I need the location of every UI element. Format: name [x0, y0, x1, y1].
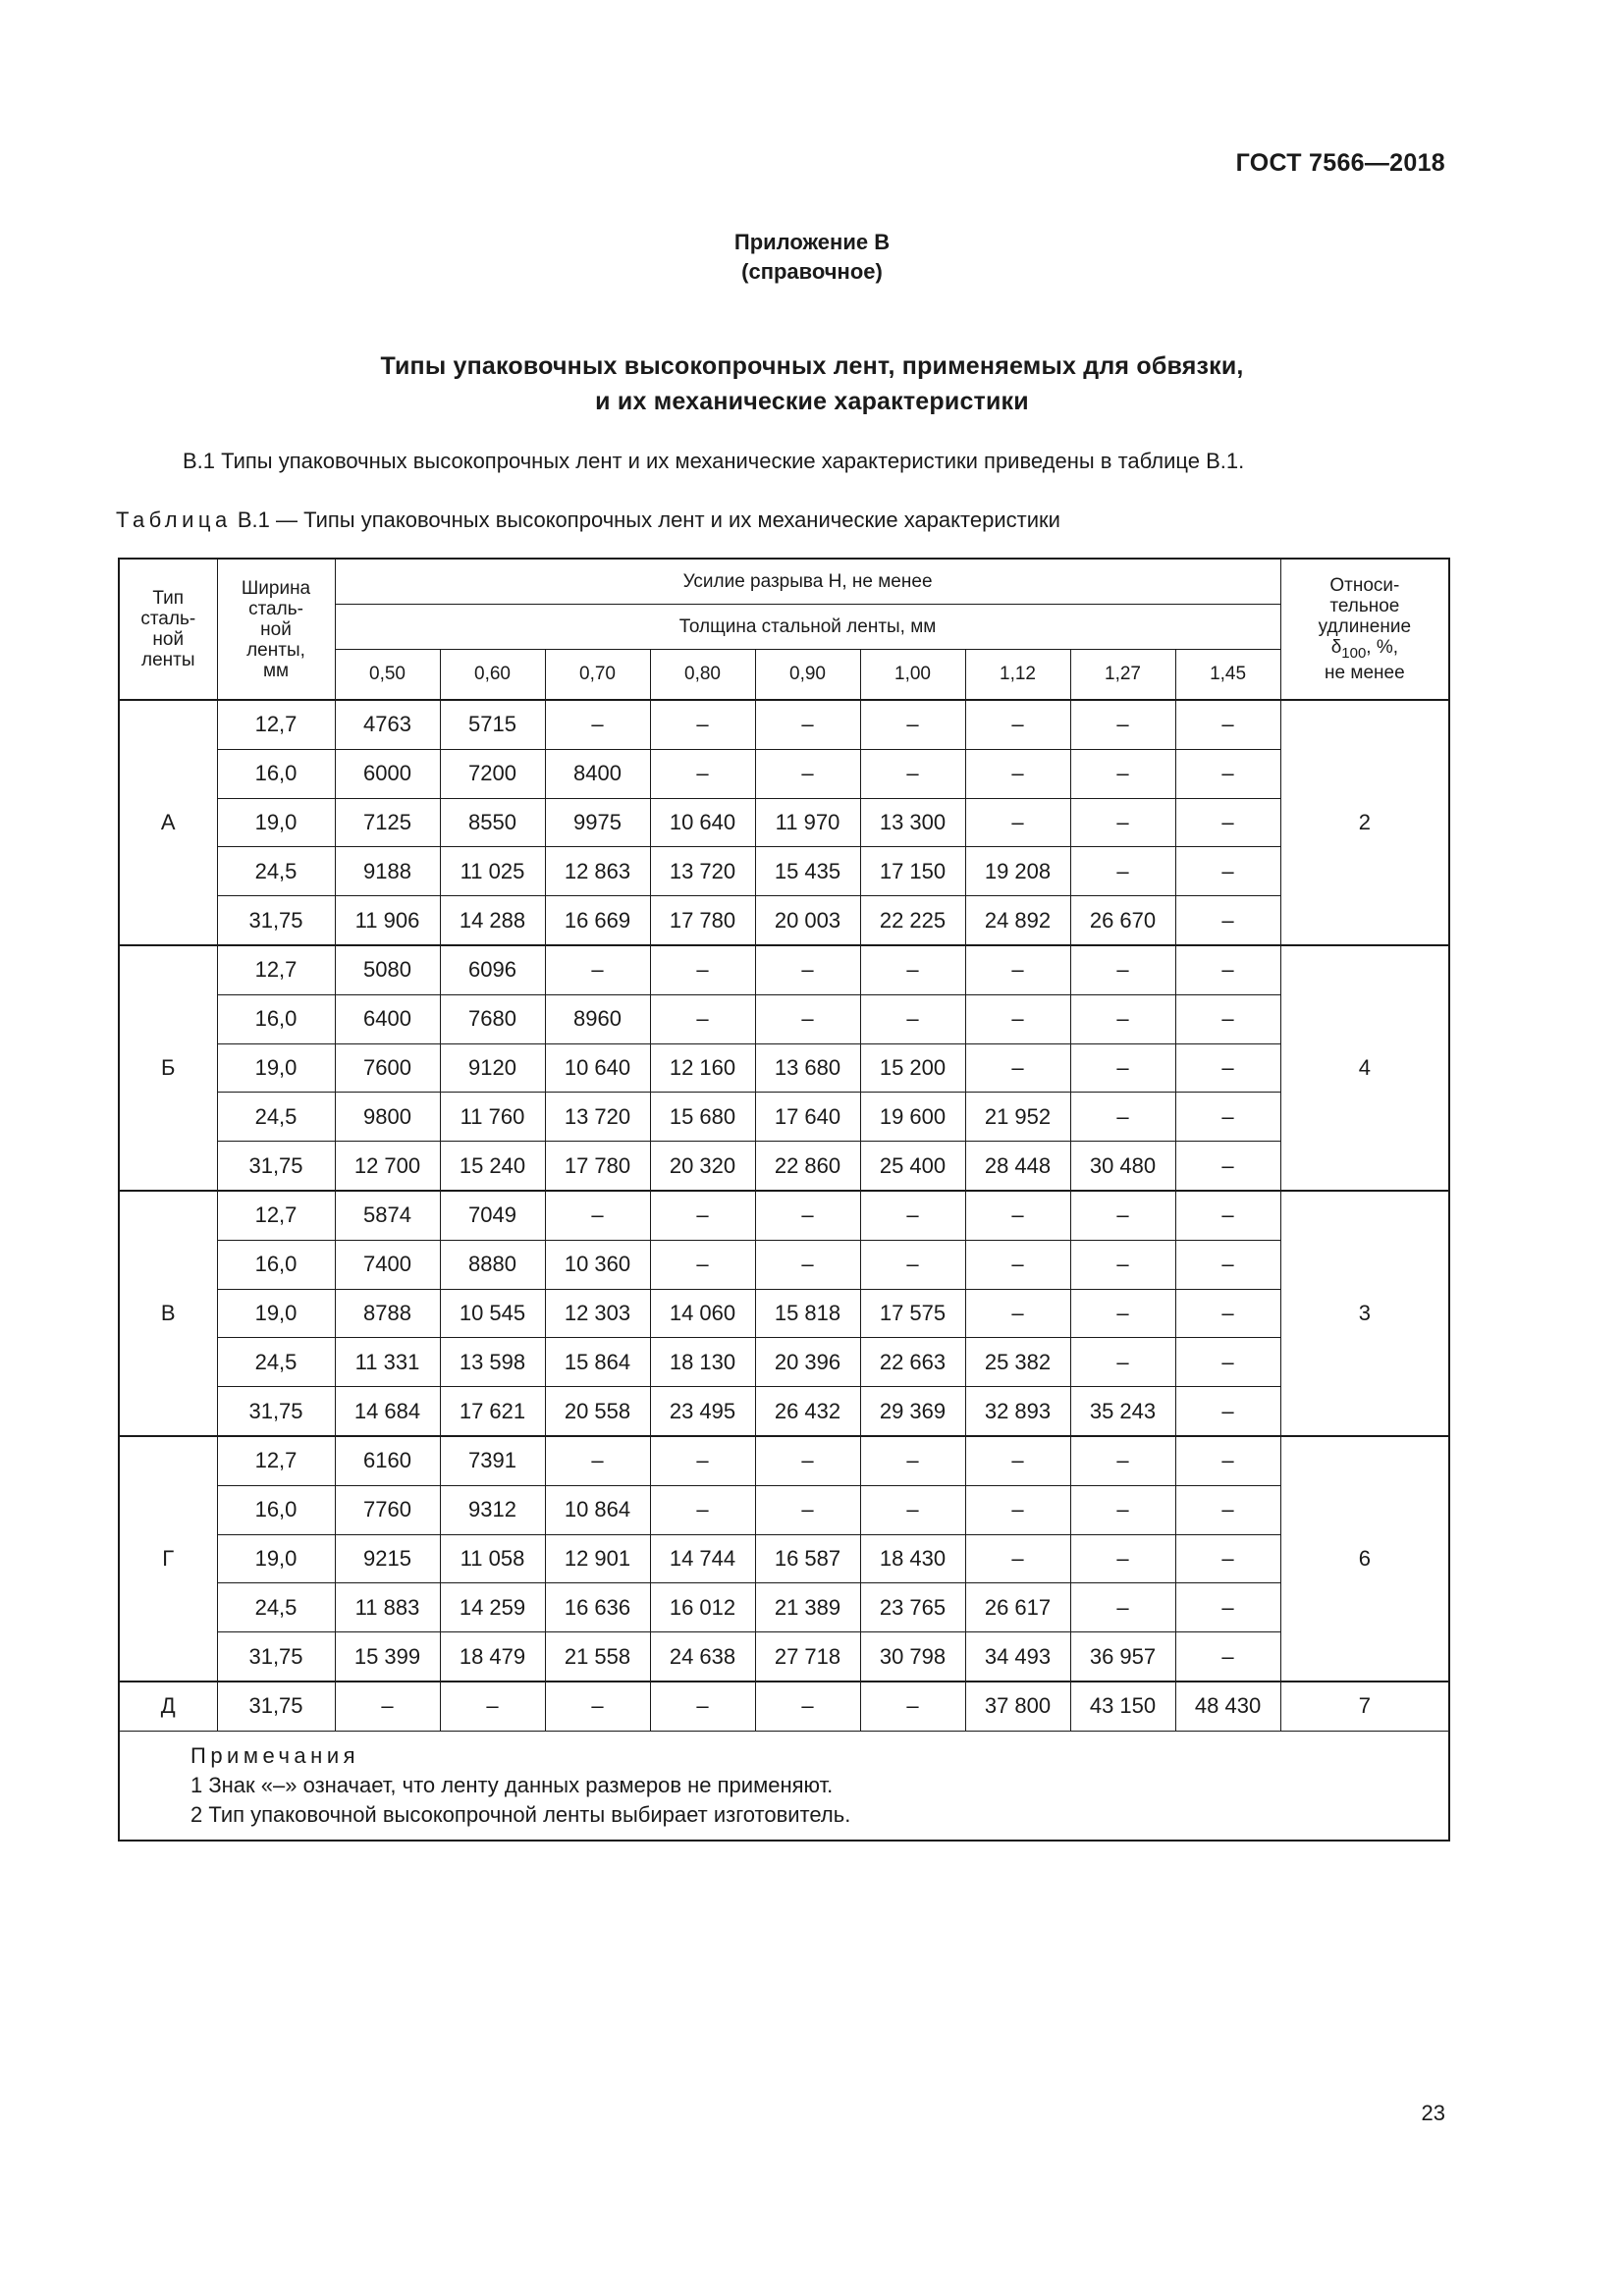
breaking-force-cell: 25 382 [965, 1338, 1070, 1387]
breaking-force-cell: 24 638 [650, 1632, 755, 1682]
col-header-elongation: Относи- тельное удлинение $\delta_{100}$, %, не менее [1280, 559, 1449, 700]
breaking-force-cell: – [335, 1682, 440, 1731]
breaking-force-cell: 8400 [545, 749, 650, 798]
breaking-force-cell: 21 558 [545, 1632, 650, 1682]
breaking-force-cell: 17 150 [860, 847, 965, 896]
breaking-force-cell: 20 003 [755, 896, 860, 945]
breaking-force-cell: 20 320 [650, 1142, 755, 1191]
breaking-force-cell: – [755, 1191, 860, 1240]
breaking-force-cell: – [755, 1436, 860, 1485]
table-row [119, 1387, 1449, 1436]
breaking-force-cell: – [1175, 1093, 1280, 1142]
note-item: 1 Знак «–» означает, что ленту данных размеров не применяют. [190, 1772, 834, 1797]
breaking-force-cell: – [1175, 847, 1280, 896]
breaking-force-cell: – [965, 1485, 1070, 1534]
breaking-force-cell: 7400 [335, 1240, 440, 1289]
table-row [119, 700, 1449, 749]
breaking-force-cell: 30 798 [860, 1632, 965, 1682]
strap-width-cell: 24,5 [217, 847, 335, 896]
breaking-force-cell: 9120 [440, 1043, 545, 1093]
breaking-force-cell: 16 669 [545, 896, 650, 945]
breaking-force-cell: – [1070, 1043, 1175, 1093]
table-row [119, 1191, 1449, 1240]
breaking-force-cell: – [1070, 847, 1175, 896]
breaking-force-cell: 7200 [440, 749, 545, 798]
strap-type-cell: Д [119, 1682, 217, 1731]
annex-status: (справочное) [741, 259, 883, 284]
breaking-force-cell: 10 640 [545, 1043, 650, 1093]
breaking-force-cell: 14 060 [650, 1289, 755, 1338]
breaking-force-cell: 19 208 [965, 847, 1070, 896]
intro-paragraph: В.1 Типы упаковочных высокопрочных лент и их механические характеристики приведены в таблице В.1. [183, 449, 1245, 473]
col-header-type: Тип сталь- ной ленты [119, 559, 217, 700]
breaking-force-cell: – [1070, 1583, 1175, 1632]
breaking-force-cell: – [860, 749, 965, 798]
breaking-force-cell: 5080 [335, 945, 440, 994]
strap-width-cell: 19,0 [217, 798, 335, 847]
breaking-force-cell: 24 892 [965, 896, 1070, 945]
breaking-force-cell: 5715 [440, 700, 545, 749]
table-row [119, 1043, 1449, 1093]
breaking-force-cell: 10 360 [545, 1240, 650, 1289]
elongation-cell: 3 [1280, 1191, 1449, 1436]
breaking-force-cell: 9975 [545, 798, 650, 847]
breaking-force-cell: 15 864 [545, 1338, 650, 1387]
elongation-cell: 7 [1280, 1682, 1449, 1731]
breaking-force-cell: 9215 [335, 1534, 440, 1583]
table-row [119, 1534, 1449, 1583]
breaking-force-cell: 6000 [335, 749, 440, 798]
breaking-force-cell: – [545, 700, 650, 749]
breaking-force-cell: – [1175, 1583, 1280, 1632]
table-row [119, 1485, 1449, 1534]
breaking-force-cell: – [1175, 1632, 1280, 1682]
breaking-force-cell: – [755, 994, 860, 1043]
breaking-force-cell: 29 369 [860, 1387, 965, 1436]
breaking-force-cell: 16 587 [755, 1534, 860, 1583]
breaking-force-cell: 13 720 [545, 1093, 650, 1142]
breaking-force-cell: 9188 [335, 847, 440, 896]
breaking-force-cell: – [755, 1485, 860, 1534]
breaking-force-cell: 21 952 [965, 1093, 1070, 1142]
breaking-force-cell: – [1070, 798, 1175, 847]
strap-width-cell: 31,75 [217, 1142, 335, 1191]
breaking-force-cell: – [1175, 896, 1280, 945]
breaking-force-cell: – [860, 1436, 965, 1485]
strap-width-cell: 31,75 [217, 1632, 335, 1682]
breaking-force-cell: – [1175, 1338, 1280, 1387]
table-body [119, 700, 1449, 1731]
breaking-force-cell: – [1070, 945, 1175, 994]
breaking-force-cell: – [650, 945, 755, 994]
thickness-header-cell: 0,60 [440, 649, 545, 700]
breaking-force-cell: 12 160 [650, 1043, 755, 1093]
breaking-force-cell: 23 495 [650, 1387, 755, 1436]
breaking-force-cell: 11 058 [440, 1534, 545, 1583]
table-row [119, 1632, 1449, 1682]
breaking-force-cell: 17 575 [860, 1289, 965, 1338]
breaking-force-cell: 48 430 [1175, 1682, 1280, 1731]
breaking-force-cell: – [650, 700, 755, 749]
breaking-force-cell: 15 435 [755, 847, 860, 896]
annex-title [0, 228, 1624, 287]
breaking-force-cell: – [545, 1682, 650, 1731]
breaking-force-cell: – [1070, 1240, 1175, 1289]
breaking-force-cell: – [650, 1191, 755, 1240]
thickness-header-cell: 1,45 [1175, 649, 1280, 700]
breaking-force-cell: 36 957 [1070, 1632, 1175, 1682]
strap-width-cell: 24,5 [217, 1583, 335, 1632]
strap-type-cell: Г [119, 1436, 217, 1682]
breaking-force-cell: 27 718 [755, 1632, 860, 1682]
breaking-force-cell: 9312 [440, 1485, 545, 1534]
table-row [119, 1142, 1449, 1191]
strap-width-cell: 19,0 [217, 1043, 335, 1093]
breaking-force-cell: 14 684 [335, 1387, 440, 1436]
strap-type-cell: Б [119, 945, 217, 1191]
heading-line-2: и их механические характеристики [595, 388, 1029, 415]
table-row [119, 798, 1449, 847]
breaking-force-cell: – [440, 1682, 545, 1731]
breaking-force-cell: – [965, 994, 1070, 1043]
breaking-force-cell: – [860, 1240, 965, 1289]
strap-width-cell: 19,0 [217, 1534, 335, 1583]
breaking-force-cell: 17 640 [755, 1093, 860, 1142]
breaking-force-cell: – [965, 945, 1070, 994]
breaking-force-cell: 18 130 [650, 1338, 755, 1387]
breaking-force-cell: – [755, 700, 860, 749]
breaking-force-cell: – [1175, 749, 1280, 798]
breaking-force-cell: – [1175, 1191, 1280, 1240]
breaking-force-cell: – [755, 1240, 860, 1289]
breaking-force-cell: 14 744 [650, 1534, 755, 1583]
breaking-force-cell: – [1070, 700, 1175, 749]
breaking-force-cell: 7600 [335, 1043, 440, 1093]
breaking-force-cell: 15 818 [755, 1289, 860, 1338]
breaking-force-cell: – [545, 1191, 650, 1240]
breaking-force-cell: 15 399 [335, 1632, 440, 1682]
table-caption [116, 507, 1060, 533]
breaking-force-cell: – [860, 1682, 965, 1731]
breaking-force-cell: – [965, 749, 1070, 798]
breaking-force-cell: 13 598 [440, 1338, 545, 1387]
note-item: 2 Тип упаковочной высокопрочной ленты выбирает изготовитель. [190, 1801, 851, 1827]
strap-width-cell: 24,5 [217, 1338, 335, 1387]
breaking-force-cell: – [860, 945, 965, 994]
strap-width-cell: 31,75 [217, 896, 335, 945]
breaking-force-cell: – [755, 1682, 860, 1731]
breaking-force-cell: – [650, 1485, 755, 1534]
breaking-force-cell: 18 430 [860, 1534, 965, 1583]
breaking-force-cell: 37 800 [965, 1682, 1070, 1731]
table-row [119, 1338, 1449, 1387]
strap-width-cell: 19,0 [217, 1289, 335, 1338]
breaking-force-cell: – [545, 1436, 650, 1485]
table-row [119, 945, 1449, 994]
breaking-force-cell: 14 259 [440, 1583, 545, 1632]
breaking-force-cell: 11 760 [440, 1093, 545, 1142]
table-notes [119, 1731, 1449, 1841]
breaking-force-cell: 15 240 [440, 1142, 545, 1191]
breaking-force-cell: – [965, 700, 1070, 749]
breaking-force-cell: – [860, 700, 965, 749]
breaking-force-cell: – [1175, 1534, 1280, 1583]
breaking-force-cell: 23 765 [860, 1583, 965, 1632]
breaking-force-cell: 15 680 [650, 1093, 755, 1142]
breaking-force-cell: 11 331 [335, 1338, 440, 1387]
breaking-force-cell: 22 663 [860, 1338, 965, 1387]
breaking-force-cell: 11 883 [335, 1583, 440, 1632]
breaking-force-cell: 18 479 [440, 1632, 545, 1682]
breaking-force-cell: 6160 [335, 1436, 440, 1485]
breaking-force-cell: – [860, 1485, 965, 1534]
strap-width-cell: 16,0 [217, 749, 335, 798]
breaking-force-cell: 7391 [440, 1436, 545, 1485]
breaking-force-cell: – [1175, 1142, 1280, 1191]
breaking-force-cell: 10 640 [650, 798, 755, 847]
breaking-force-cell: – [965, 1191, 1070, 1240]
breaking-force-cell: – [1175, 1485, 1280, 1534]
strap-width-cell: 24,5 [217, 1093, 335, 1142]
breaking-force-cell: – [1070, 1191, 1175, 1240]
breaking-force-cell: 8788 [335, 1289, 440, 1338]
breaking-force-cell: 6400 [335, 994, 440, 1043]
elongation-cell: 6 [1280, 1436, 1449, 1682]
page-number: 23 [1421, 2101, 1445, 2125]
notes-title: Примечания [190, 1742, 360, 1768]
table-row [119, 1682, 1449, 1731]
breaking-force-cell: 12 303 [545, 1289, 650, 1338]
breaking-force-cell: 10 545 [440, 1289, 545, 1338]
breaking-force-cell: – [965, 798, 1070, 847]
breaking-force-cell: – [650, 994, 755, 1043]
thickness-header-cell: 0,80 [650, 649, 755, 700]
table-header [119, 559, 1449, 700]
breaking-force-cell: – [1175, 1289, 1280, 1338]
table-row [119, 1240, 1449, 1289]
breaking-force-cell: – [1175, 1240, 1280, 1289]
breaking-force-cell: 32 893 [965, 1387, 1070, 1436]
breaking-force-cell: 16 012 [650, 1583, 755, 1632]
breaking-force-cell: – [1070, 1485, 1175, 1534]
breaking-force-cell: 22 225 [860, 896, 965, 945]
breaking-force-cell: – [650, 1240, 755, 1289]
breaking-force-cell: 28 448 [965, 1142, 1070, 1191]
breaking-force-cell: 34 493 [965, 1632, 1070, 1682]
breaking-force-cell: – [1070, 1093, 1175, 1142]
strap-type-cell: А [119, 700, 217, 945]
breaking-force-cell: – [1070, 1338, 1175, 1387]
breaking-force-cell: 22 860 [755, 1142, 860, 1191]
breaking-force-cell: 17 780 [545, 1142, 650, 1191]
notes-cell [119, 1731, 1449, 1841]
thickness-header-cell: 1,00 [860, 649, 965, 700]
breaking-force-cell: 8880 [440, 1240, 545, 1289]
breaking-force-cell: 9800 [335, 1093, 440, 1142]
breaking-force-cell: 12 863 [545, 847, 650, 896]
breaking-force-cell: – [545, 945, 650, 994]
table-row [119, 1093, 1449, 1142]
breaking-force-cell: – [1175, 1043, 1280, 1093]
breaking-force-cell: – [755, 945, 860, 994]
breaking-force-cell: 16 636 [545, 1583, 650, 1632]
breaking-force-cell: 26 432 [755, 1387, 860, 1436]
strap-width-cell: 16,0 [217, 1240, 335, 1289]
table-row [119, 1289, 1449, 1338]
table-row [119, 749, 1449, 798]
breaking-force-cell: – [965, 1043, 1070, 1093]
breaking-force-cell: – [965, 1289, 1070, 1338]
breaking-force-cell: 11 970 [755, 798, 860, 847]
strap-type-cell: В [119, 1191, 217, 1436]
breaking-force-cell: 12 901 [545, 1534, 650, 1583]
table-row [119, 847, 1449, 896]
table-caption-text: В.1 — Типы упаковочных высокопрочных лент и их механические характеристики [231, 507, 1060, 532]
breaking-force-cell: – [860, 1191, 965, 1240]
breaking-force-cell: 17 621 [440, 1387, 545, 1436]
breaking-force-cell: 13 720 [650, 847, 755, 896]
breaking-force-cell: – [1070, 1436, 1175, 1485]
thickness-header-cell: 0,90 [755, 649, 860, 700]
breaking-force-cell: 20 558 [545, 1387, 650, 1436]
breaking-force-cell: 35 243 [1070, 1387, 1175, 1436]
breaking-force-cell: – [965, 1436, 1070, 1485]
strap-width-cell: 12,7 [217, 700, 335, 749]
breaking-force-cell: – [650, 1682, 755, 1731]
breaking-force-cell: – [1175, 1436, 1280, 1485]
elongation-cell: 4 [1280, 945, 1449, 1191]
breaking-force-cell: – [965, 1240, 1070, 1289]
table-row [119, 994, 1449, 1043]
table-row [119, 896, 1449, 945]
breaking-force-cell: 30 480 [1070, 1142, 1175, 1191]
breaking-force-cell: 8960 [545, 994, 650, 1043]
breaking-force-cell: – [1070, 1534, 1175, 1583]
breaking-force-cell: 13 300 [860, 798, 965, 847]
breaking-force-cell: 20 396 [755, 1338, 860, 1387]
breaking-force-cell: 17 780 [650, 896, 755, 945]
breaking-force-cell: 25 400 [860, 1142, 965, 1191]
col-header-width: Ширина сталь- ной ленты, мм [217, 559, 335, 700]
thickness-header-cell: 1,12 [965, 649, 1070, 700]
breaking-force-cell: 7680 [440, 994, 545, 1043]
thickness-header-cell: 1,27 [1070, 649, 1175, 700]
breaking-force-cell: 21 389 [755, 1583, 860, 1632]
breaking-force-cell: 7760 [335, 1485, 440, 1534]
thickness-header-cell: 0,70 [545, 649, 650, 700]
breaking-force-cell: 19 600 [860, 1093, 965, 1142]
table-caption-prefix: Таблица [116, 507, 232, 532]
breaking-force-cell: – [1070, 994, 1175, 1043]
strap-width-cell: 12,7 [217, 1191, 335, 1240]
strap-width-cell: 16,0 [217, 1485, 335, 1534]
breaking-force-cell: 43 150 [1070, 1682, 1175, 1731]
breaking-force-cell: 12 700 [335, 1142, 440, 1191]
breaking-force-cell: 13 680 [755, 1043, 860, 1093]
strap-width-cell: 16,0 [217, 994, 335, 1043]
heading-line-1: Типы упаковочных высокопрочных лент, применяемых для обвязки, [380, 352, 1244, 380]
breaking-force-cell: 26 670 [1070, 896, 1175, 945]
strap-width-cell: 31,75 [217, 1682, 335, 1731]
elongation-cell: 2 [1280, 700, 1449, 945]
breaking-force-cell: 7049 [440, 1191, 545, 1240]
standard-code: ГОСТ 7566—2018 [1235, 149, 1445, 177]
strap-width-cell: 31,75 [217, 1387, 335, 1436]
breaking-force-cell: – [965, 1534, 1070, 1583]
breaking-force-cell: 7125 [335, 798, 440, 847]
strap-types-table [118, 558, 1450, 1842]
table-row [119, 1436, 1449, 1485]
annex-label: Приложение В [733, 230, 891, 254]
table-row [119, 1583, 1449, 1632]
breaking-force-cell: – [1175, 1387, 1280, 1436]
col-header-thickness: Толщина стальной ленты, мм [335, 604, 1280, 649]
col-header-force: Усилие разрыва Н, не менее [335, 559, 1280, 604]
breaking-force-cell: 6096 [440, 945, 545, 994]
breaking-force-cell: 14 288 [440, 896, 545, 945]
breaking-force-cell: – [650, 749, 755, 798]
breaking-force-cell: 11 025 [440, 847, 545, 896]
breaking-force-cell: – [1175, 994, 1280, 1043]
strap-width-cell: 12,7 [217, 945, 335, 994]
breaking-force-cell: – [1070, 749, 1175, 798]
breaking-force-cell: – [1070, 1289, 1175, 1338]
breaking-force-cell: – [650, 1436, 755, 1485]
breaking-force-cell: – [860, 994, 965, 1043]
breaking-force-cell: 5874 [335, 1191, 440, 1240]
breaking-force-cell: 11 906 [335, 896, 440, 945]
breaking-force-cell: – [1175, 798, 1280, 847]
strap-width-cell: 12,7 [217, 1436, 335, 1485]
breaking-force-cell: 10 864 [545, 1485, 650, 1534]
breaking-force-cell: 15 200 [860, 1043, 965, 1093]
breaking-force-cell: 4763 [335, 700, 440, 749]
breaking-force-cell: 8550 [440, 798, 545, 847]
thickness-header-cell: 0,50 [335, 649, 440, 700]
breaking-force-cell: – [755, 749, 860, 798]
breaking-force-cell: 26 617 [965, 1583, 1070, 1632]
breaking-force-cell: – [1175, 945, 1280, 994]
annex-heading [0, 348, 1624, 419]
breaking-force-cell: – [1175, 700, 1280, 749]
